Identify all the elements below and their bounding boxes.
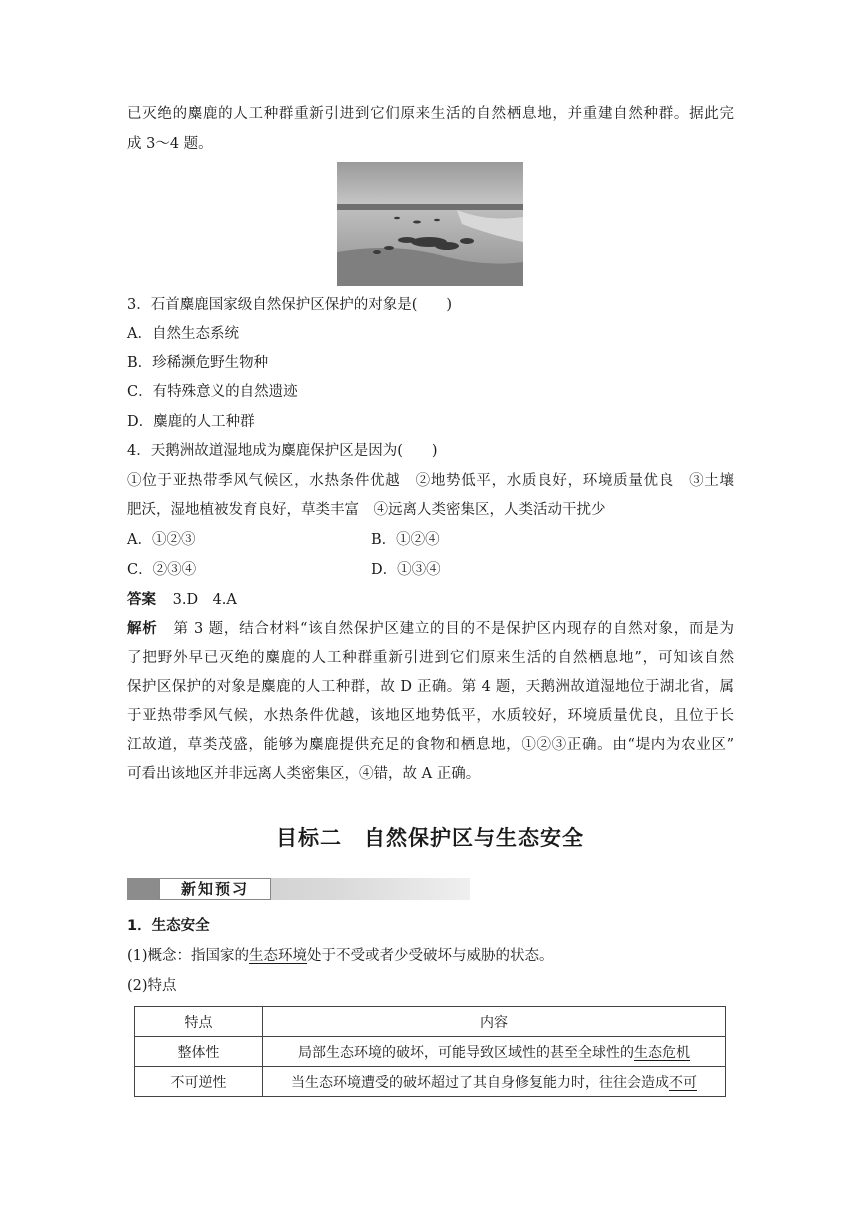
question-3-stem: 3．石首麋鹿国家级自然保护区保护的对象是( ): [127, 297, 453, 313]
q4-option-a: A．①②③: [127, 532, 196, 548]
analysis-line-4: 于亚热带季风气候，水热条件优越，该地区地势低平，水质较好，环境质量优良，且位于长: [127, 708, 734, 724]
answer-label: 答案: [127, 592, 156, 608]
table-header-feature: 特点: [135, 1007, 263, 1037]
item-1-heading: 1．生态安全: [127, 918, 210, 934]
concept-prefix: (1)概念：指国家的: [127, 948, 250, 964]
concept-suffix: 处于不受或者少受破坏与威胁的状态。: [307, 948, 554, 964]
table-cell-feature: 整体性: [135, 1037, 263, 1067]
analysis-label: 解析: [127, 621, 158, 637]
q3-option-a: A．自然生态系统: [127, 326, 239, 342]
analysis-text-1: 第 3 题，结合材料“该自然保护区建立的目的不是保护区内现存的自然对象，而是为: [173, 621, 734, 637]
table-cell-feature: 不可逆性: [135, 1067, 263, 1097]
table-header-row: [135, 1007, 726, 1037]
q4-option-b: B．①②④: [371, 532, 440, 548]
q3-option-b: B．珍稀濒危野生物种: [127, 355, 269, 371]
wetland-deer-photo: [337, 162, 523, 286]
q4-statements-line-1: ①位于亚热带季风气候区，水热条件优越 ②地势低平，水质良好，环境质量优良 ③土壤: [127, 473, 734, 489]
features-heading: (2)特点: [127, 978, 177, 994]
content-text: 当生态环境遭受的破坏超过了其自身修复能力时，往往会造成: [291, 1074, 669, 1091]
concept-line: [127, 946, 554, 966]
analysis-line-6: 可看出该地区并非远离人类密集区，④错，故 A 正确。: [127, 766, 481, 782]
features-table: [134, 1006, 726, 1097]
analysis-line-5: 江故道，草类茂盛，能够为麋鹿提供充足的食物和栖息地，①②③正确。由“堤内为农业区”: [127, 737, 734, 753]
analysis-line-1: [127, 619, 734, 639]
q4-option-d: D．①③④: [371, 562, 441, 578]
q3-option-c: C．有特殊意义的自然遗迹: [127, 384, 298, 400]
passage-line-1: 已灭绝的麋鹿的人工种群重新引进到它们原来生活的自然栖息地，并重建自然种群。据此完: [127, 106, 734, 122]
table-cell-content: [263, 1037, 726, 1067]
q4-option-c: C．②③④: [127, 562, 197, 578]
question-4-stem: 4．天鹅洲故道湿地成为麋鹿保护区是因为( ): [127, 443, 438, 459]
table-header-content: 内容: [263, 1007, 726, 1037]
content-text: 局部生态环境的破坏，可能导致区域性的甚至全球性的: [298, 1044, 634, 1061]
table-row: [135, 1037, 726, 1067]
q3-option-d: D．麋鹿的人工种群: [127, 414, 255, 430]
analysis-line-3: 保护区保护的对象是麋鹿的人工种群，故 D 正确。第 4 题，天鹅洲故道湿地位于湖北省，属: [127, 679, 734, 695]
analysis-line-2: 了把野外早已灭绝的麋鹿的人工种群重新引进到它们原来生活的自然栖息地”，可知该自然: [127, 650, 734, 666]
passage-line-2: 成 3～4 题。: [127, 136, 213, 152]
answer-line: [127, 590, 237, 610]
answer-value: 3.D 4.A: [172, 592, 237, 608]
section-banner: [127, 878, 470, 900]
table-cell-content: [263, 1067, 726, 1097]
concept-term: 生态环境: [249, 948, 308, 964]
content-term: 生态危机: [634, 1044, 690, 1061]
banner-accent: [127, 878, 159, 900]
table-row: [135, 1067, 726, 1097]
content-term: 不可: [669, 1074, 697, 1091]
banner-label: 新知预习: [159, 878, 271, 900]
section-title: 目标二 自然保护区与生态安全: [276, 826, 584, 850]
q4-statements-line-2: 肥沃，湿地植被发育良好，草类丰富 ④远离人类密集区，人类活动干扰少: [127, 502, 606, 518]
